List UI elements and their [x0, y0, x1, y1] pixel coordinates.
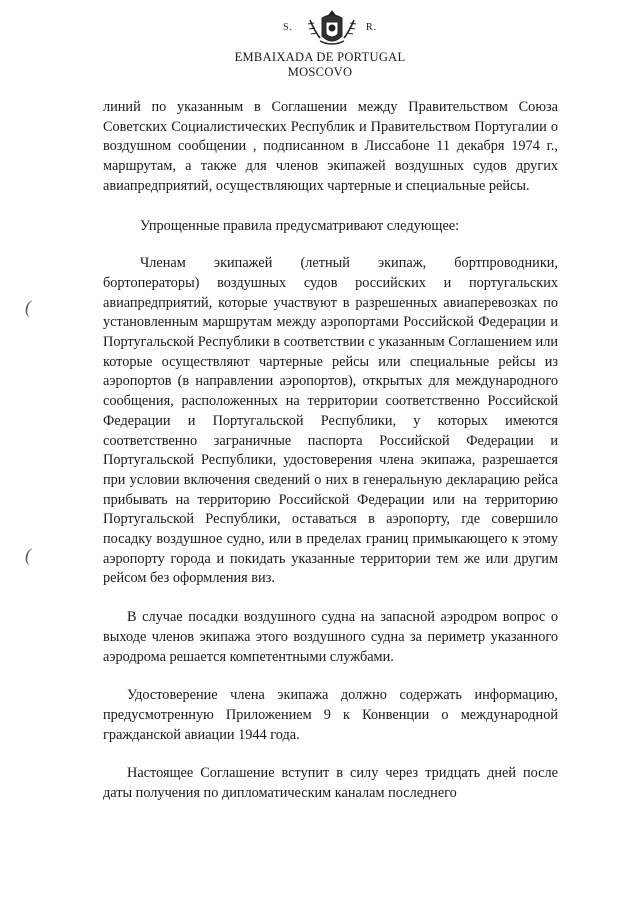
margin-mark: ( [25, 545, 31, 565]
paragraph-rules-intro: Упрощенные правила предусматривают следующее: [140, 217, 460, 234]
letterhead [0, 0, 640, 90]
seal-letter-right: R. [366, 22, 378, 33]
seal-letter-left: S. [283, 22, 294, 33]
coat-of-arms-icon [304, 8, 360, 48]
seal-row [0, 8, 640, 48]
paragraph-alternate-airport: В случае посадки воздушного судна на запасной аэродром вопрос о выходе членов экипажа этого воздушного судна за периметр указанного аэродрома решается компетентными службами. [103, 609, 558, 665]
embassy-heading [0, 50, 640, 80]
paragraph-crew-certificate: Удостоверение члена экипажа должно содержать информацию, предусмотренную Приложением 9 к Конвенции о международной гражданской авиации 1944 года. [103, 687, 558, 743]
margin-mark: ( [25, 297, 31, 317]
paragraph-routes: линий по указанным в Соглашении между Правительством Союза Советских Социалистических Республик и Правительством Португалии о воздушном сообщении , подписанном в Лиссабоне 11 декабря 1974 г., маршрутам, а также для членов экипажей воздушных судов других авиапредприятий, осуществляющих чартерные и специальные рейсы. [103, 99, 558, 194]
embassy-city: MOSCOVO [287, 65, 353, 79]
letter-body [103, 98, 558, 804]
embassy-name: EMBAIXADA DE PORTUGAL [234, 50, 406, 64]
paragraph-entry-into-force: Настоящее Соглашение вступит в силу через тридцать дней после даты получения по дипломатическим каналам последнего [103, 765, 558, 802]
paragraph-crew-entry: Членам экипажей (летный экипаж, бортпроводники, бортоператоры) воздушных судов российских и португальских авиапредприятий, которые участвуют в разрешенных авиаперевозках по установленным маршрутам между аэропортами Российской Федерации и Португальской Республики в соответствии с указанным Соглашением или которые осуществляют чартерные рейсы или специальные рейсы из аэропортов (в направлении аэропортов), открытых для международного сообщения, расположенных на территории соответственно Российской Федерации и Португальской Республики, у которых имеются соответственно заграничные паспорта Российской Федерации и Португальской Республики, удостоверения члена экипажа, разрешается при условии включения сведений о них в генеральную декларацию рейса прибывать на территорию Российской Федерации или на территорию Португальской Республики, оставаться в аэропорту, где совершило посадку воздушное судно, или в пределах границ примыкающего к этому аэропорту города и покидать указанные территории тем же или другим рейсом без оформления виз. [103, 255, 558, 587]
